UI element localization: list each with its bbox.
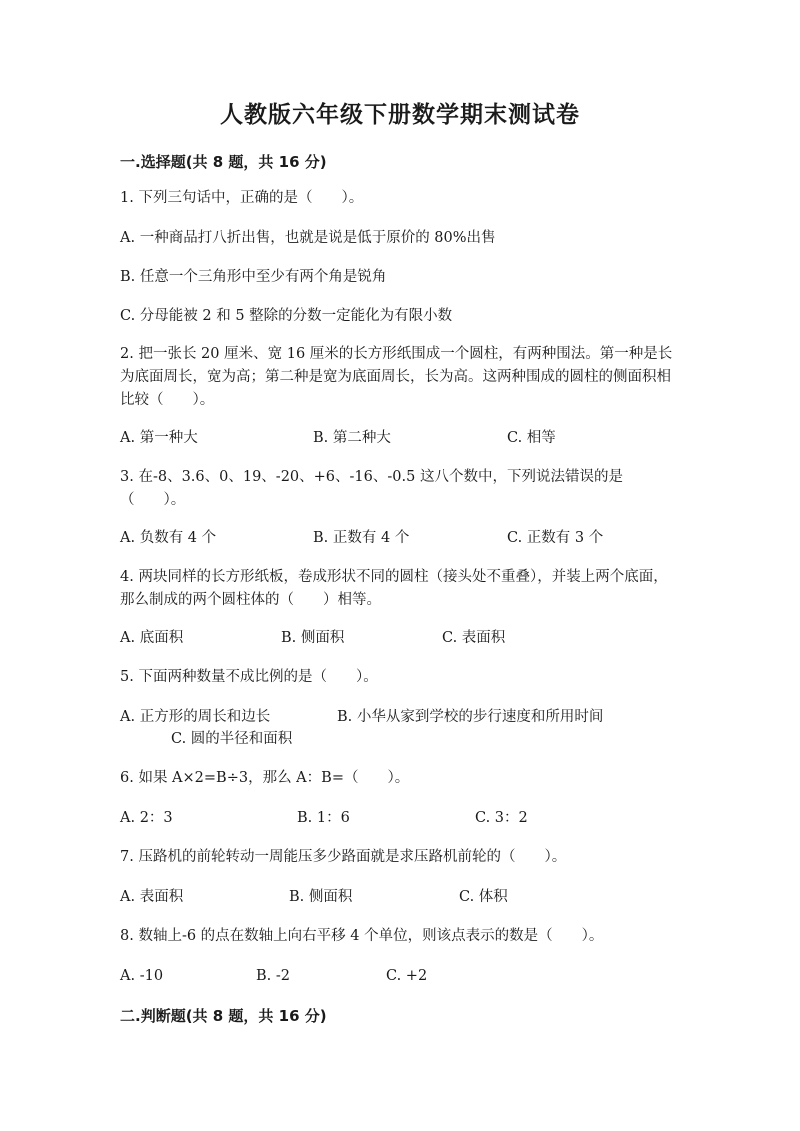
question-5-stem: 5. 下面两种数量不成比例的是（ ）。 <box>120 669 378 685</box>
section-heading-judgement: 二.判断题(共 8 题，共 16 分) <box>120 1007 327 1025</box>
question-3-option-c: C. 正数有 3 个 <box>507 530 604 546</box>
question-6-option-c: C. 3：2 <box>475 810 528 826</box>
question-6-stem: 6. 如果 A×2=B÷3，那么 A：B=（ ）。 <box>120 770 410 786</box>
question-5-option-b: B. 小华从家到学校的步行速度和所用时间 <box>337 709 604 725</box>
question-4-option-b: B. 侧面积 <box>281 630 345 646</box>
question-1-option-c: C. 分母能被 2 和 5 整除的分数一定能化为有限小数 <box>120 308 453 324</box>
page-title: 人教版六年级下册数学期末测试卷 <box>220 102 580 128</box>
question-8-option-c: C. +2 <box>386 968 428 984</box>
question-2-stem: 2. 把一张长 20 厘米、宽 16 厘米的长方形纸围成一个圆柱，有两种围法。第一种是长为底面周长，宽为高；第二种是宽为底面周长，长为高。这两种围成的圆柱的侧面积相比较（ ）。 <box>120 346 673 408</box>
question-5-option-c: C. 圆的半径和面积 <box>171 731 293 747</box>
question-2-option-a: A. 第一种大 <box>120 430 198 446</box>
question-1-option-b: B. 任意一个三角形中至少有两个角是锐角 <box>120 269 387 285</box>
question-4-stem: 4. 两块同样的长方形纸板，卷成形状不同的圆柱（接头处不重叠），并装上两个底面，那么制成的两个圆柱体的（ ）相等。 <box>120 569 668 608</box>
question-7-option-b: B. 侧面积 <box>289 889 353 905</box>
question-7-option-a: A. 表面积 <box>120 889 184 905</box>
question-6-option-b: B. 1：6 <box>297 810 350 826</box>
question-5-option-a: A. 正方形的周长和边长 <box>120 709 271 725</box>
question-8-option-a: A. -10 <box>120 968 164 984</box>
question-7-stem: 7. 压路机的前轮转动一周能压多少路面就是求压路机前轮的（ ）。 <box>120 849 567 865</box>
question-2-option-c: C. 相等 <box>507 430 556 446</box>
question-8-stem: 8. 数轴上-6 的点在数轴上向右平移 4 个单位，则该点表示的数是（ ）。 <box>120 928 604 944</box>
question-8-option-b: B. -2 <box>256 968 290 984</box>
question-2-option-b: B. 第二种大 <box>313 430 391 446</box>
question-4-option-a: A. 底面积 <box>120 630 184 646</box>
question-3-option-b: B. 正数有 4 个 <box>313 530 410 546</box>
question-6-option-a: A. 2：3 <box>120 810 173 826</box>
question-7-option-c: C. 体积 <box>459 889 508 905</box>
question-3-stem: 3. 在-8、3.6、0、19、-20、+6、-16、-0.5 这八个数中，下列说法错误的是（ ）。 <box>120 469 623 508</box>
question-1-stem: 1. 下列三句话中，正确的是（ ）。 <box>120 190 364 206</box>
question-3-option-a: A. 负数有 4 个 <box>120 530 217 546</box>
question-4-option-c: C. 表面积 <box>442 630 506 646</box>
question-1-option-a: A. 一种商品打八折出售，也就是说是低于原价的 80%出售 <box>120 230 496 246</box>
section-heading-choice: 一.选择题(共 8 题，共 16 分) <box>120 153 327 171</box>
